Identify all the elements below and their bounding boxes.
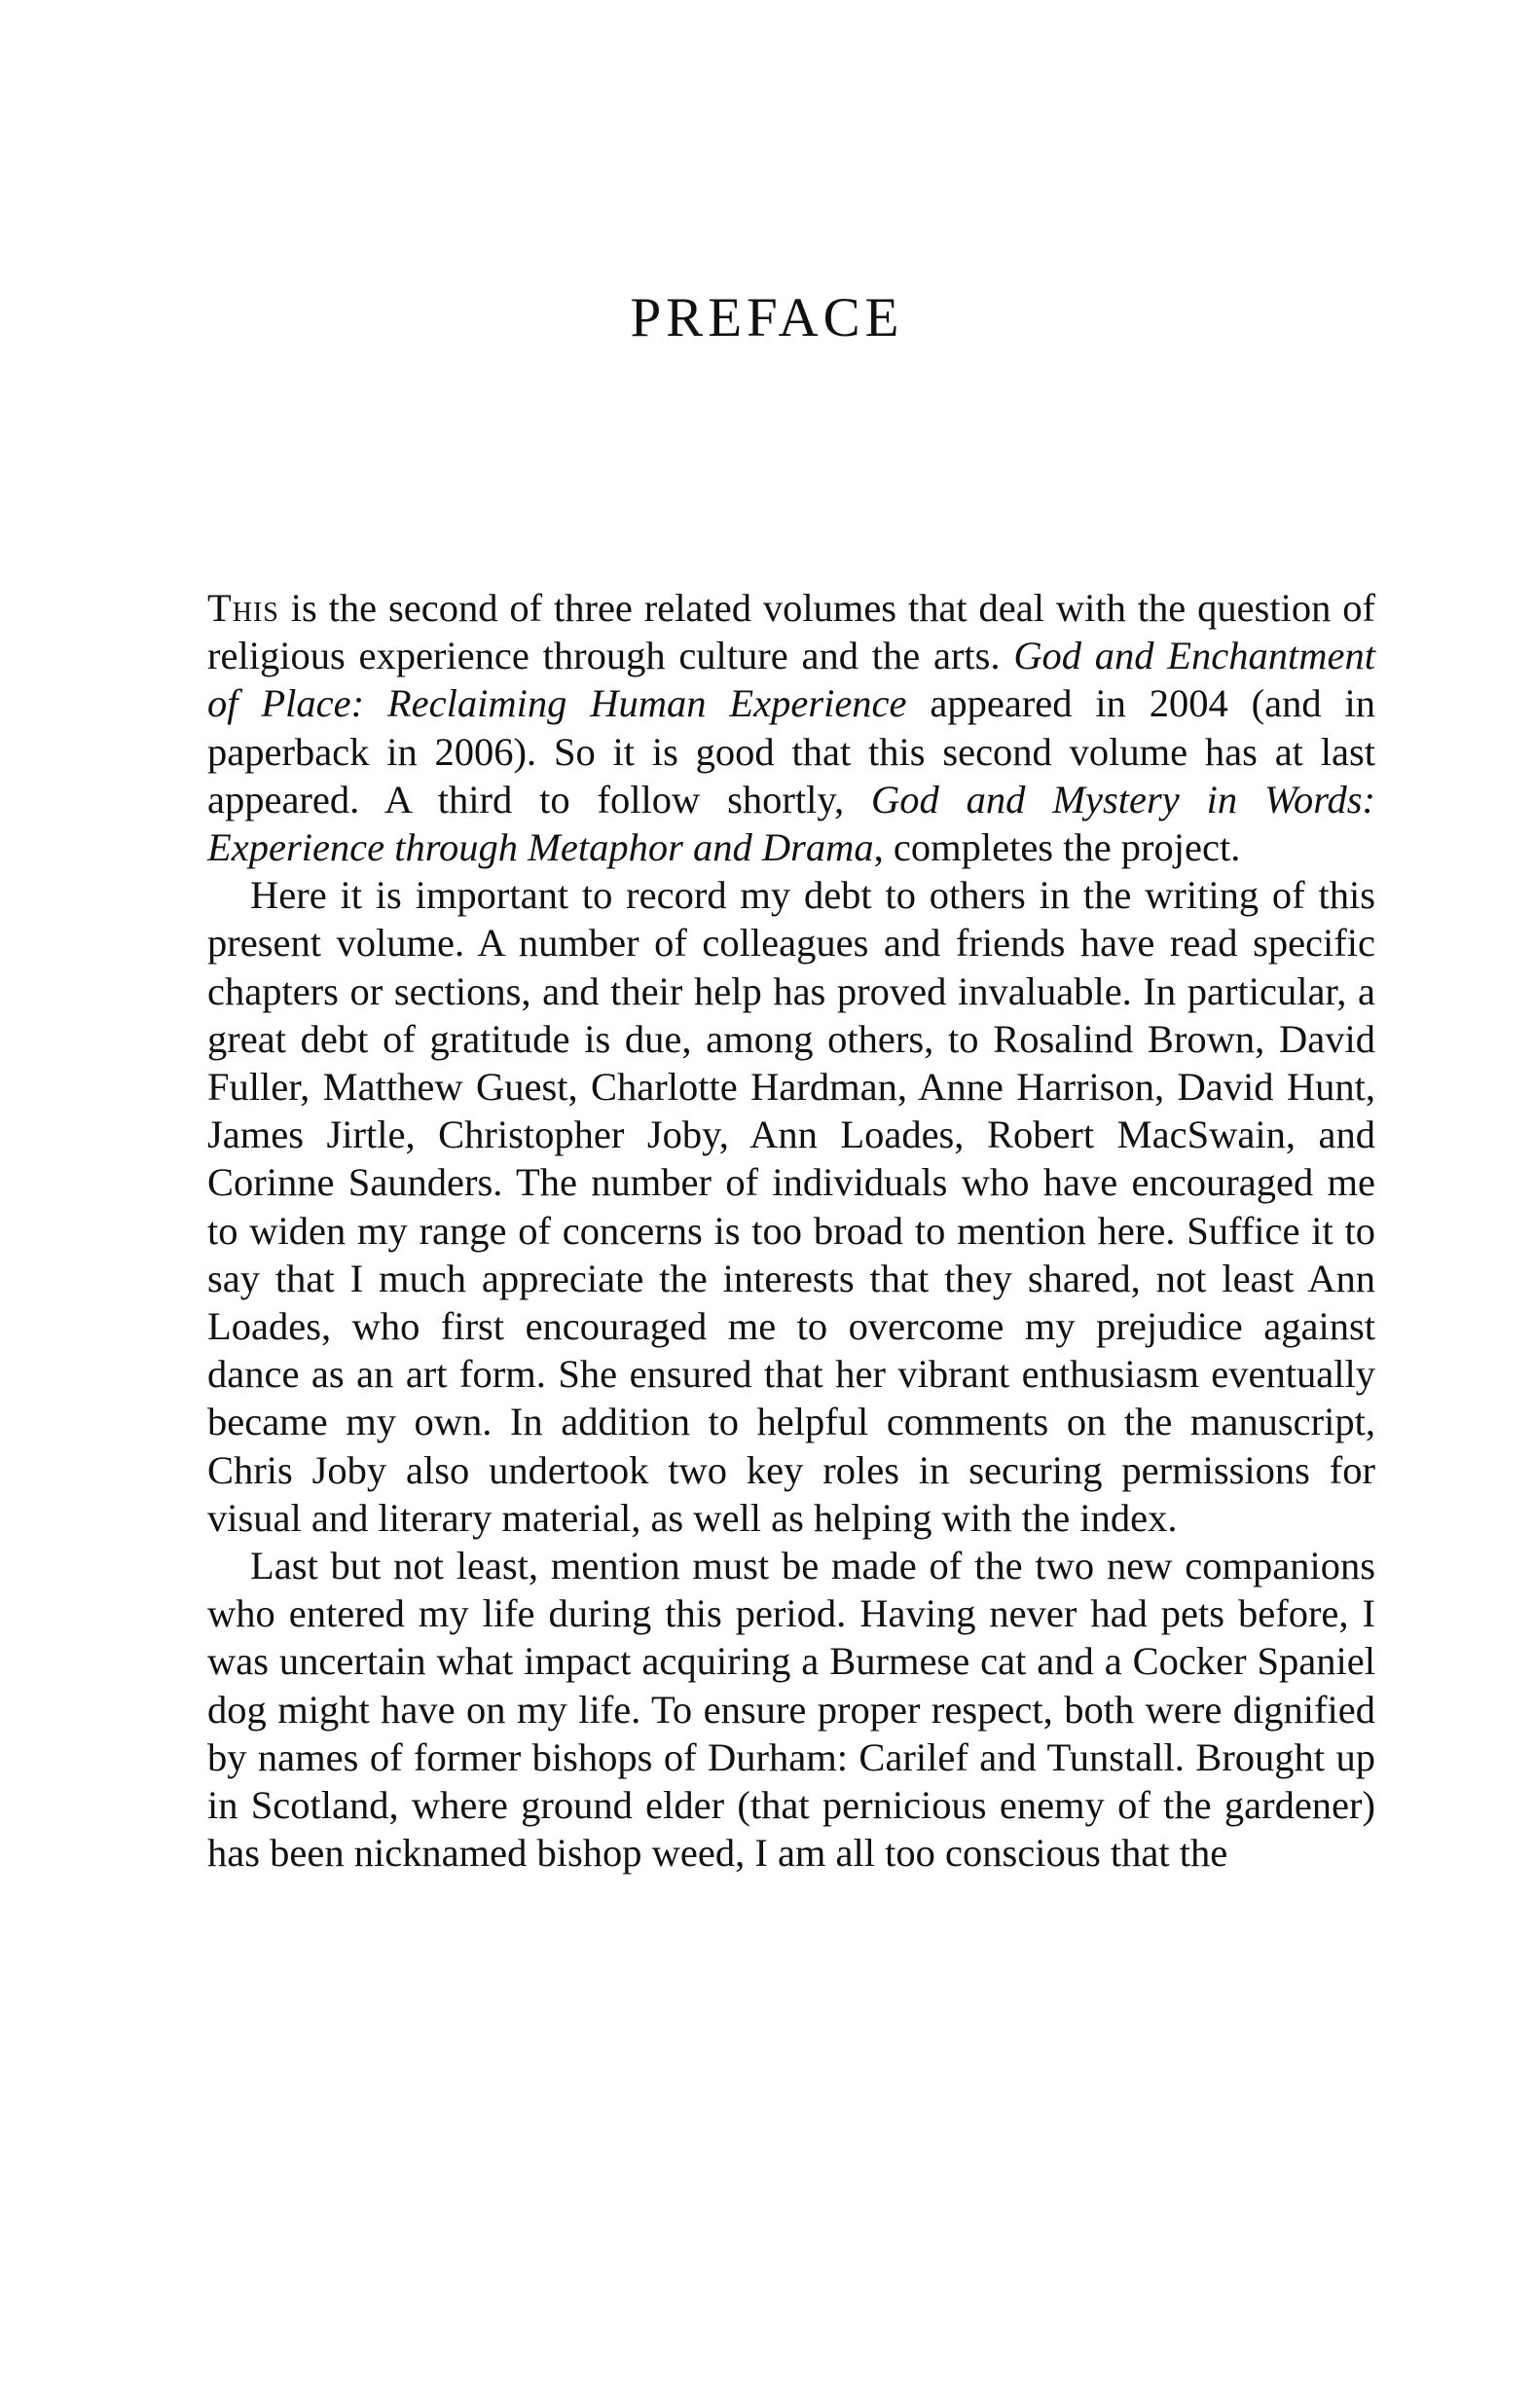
opening-word: This: [207, 586, 279, 630]
preface-body: [207, 584, 1375, 1877]
paragraph-3: Last but not least, mention must be made of the two new companions who entered my life during this period. Having never had pets before, I was uncertain what impact acquiring a Burmese cat and a Cocker Spaniel dog might have on my life. To ensure proper respect, both were dignified by names of former bishops of Durham: Carilef and Tunstall. Brought up in Scotland, where ground elder (that pernicious enemy of the gardener) has been nicknamed bishop weed, I am all too conscious that the: [207, 1544, 1375, 1876]
book-title-2: God and Mystery in Words: Experience through Metaphor and Drama: [207, 777, 1375, 870]
paragraph-1: [207, 584, 1375, 871]
page-title: PREFACE: [630, 287, 904, 348]
paragraph-1-text-b: appeared in 2004 (and in paperback in 2006). So it is good that this second volume has at last appeared. A third to follow shortly,: [207, 681, 1375, 821]
paragraph-2: Here it is important to record my debt to others in the writing of this present volume. A number of colleagues and friends have read specific chapters or sections, and their help has proved invaluable. In particular, a great debt of gratitude is due, among others, to Rosalind Brown, David Fuller, Matthew Guest, Charlotte Hardman, Anne Harrison, David Hunt, James Jirtle, Christopher Joby, Ann Loades, Robert MacSwain, and Corinne Saunders. The number of individuals who have encouraged me to widen my range of concerns is too broad to mention here. Suffice it to say that I much appreciate the interests that they shared, not least Ann Loades, who first encouraged me to overcome my prejudice against dance as an art form. She ensured that her vibrant enthusiasm eventually became my own. In addition to helpful comments on the manuscript, Chris Joby also undertook two key roles in securing permissions for visual and literary material, as well as helping with the index.: [207, 873, 1375, 1540]
paragraph-1-text-c: , completes the project.: [873, 825, 1241, 870]
book-title-1: God and Enchantment of Place: Reclaiming Human Experience: [207, 634, 1375, 726]
paragraph-1-text-a: is the second of three related volumes that deal with the question of religious experience through culture and the arts.: [207, 586, 1375, 678]
